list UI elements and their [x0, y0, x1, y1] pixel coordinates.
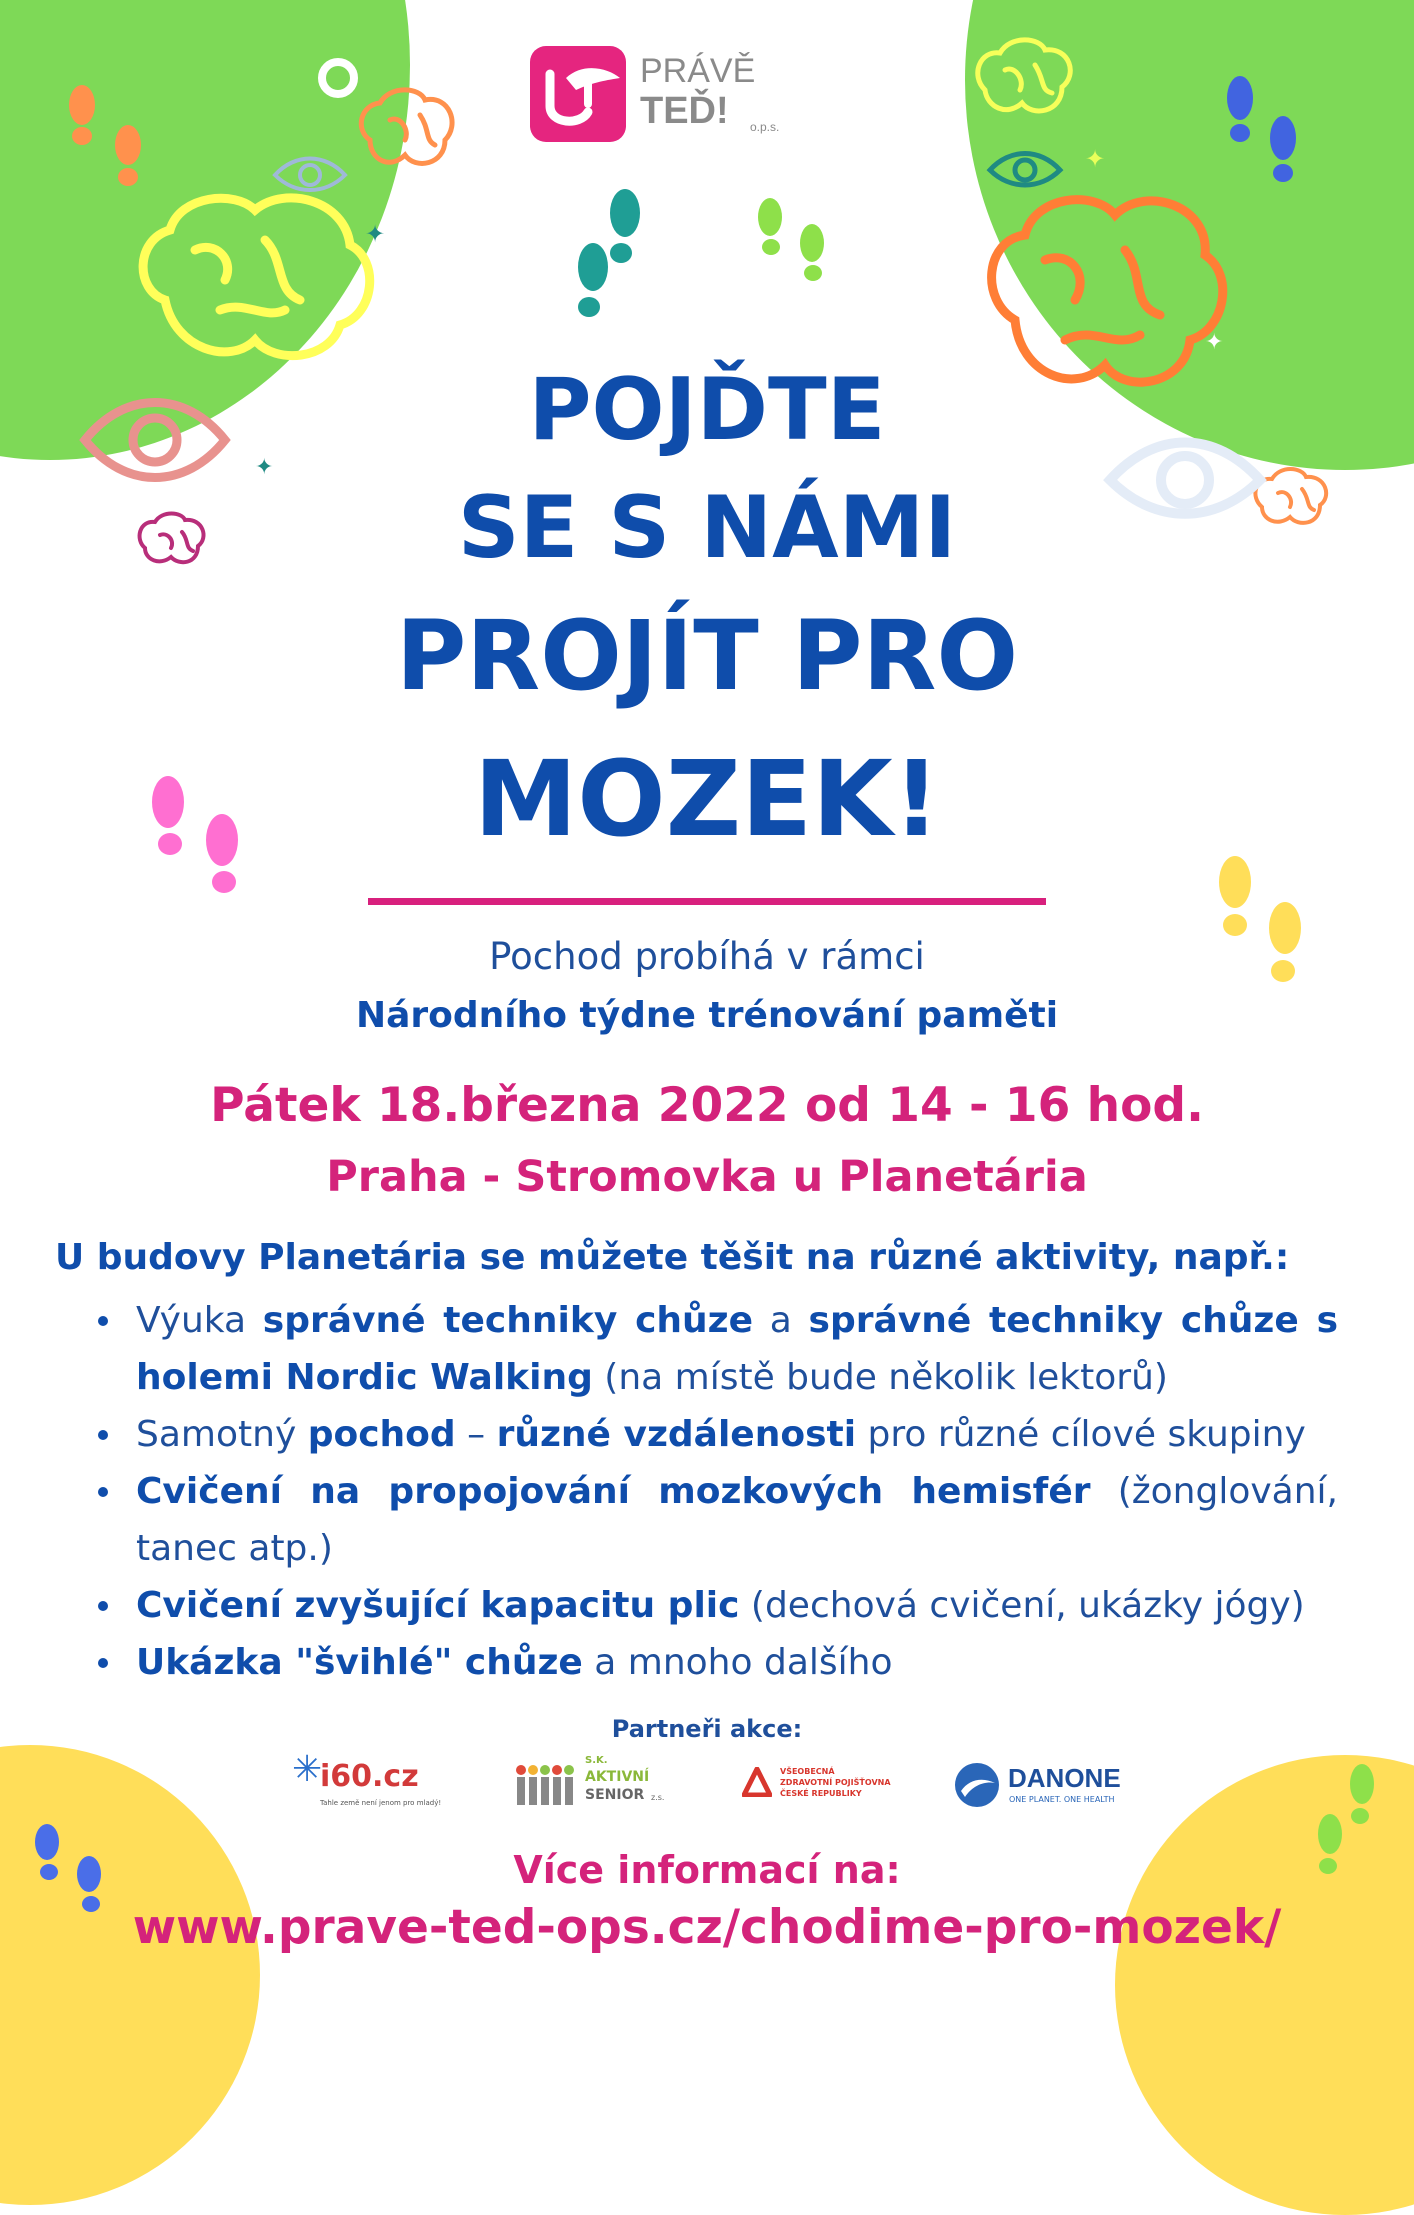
brain-icon [125, 180, 385, 380]
eye-icon [270, 145, 350, 200]
list-item: Cvičení zvyšující kapacitu plic (dechová cvičení, ukázky jógy) [98, 1577, 1338, 1634]
sparkle-icon: ✦ [1205, 330, 1224, 355]
headline-line-3: PROJÍT PRO [395, 600, 1019, 712]
partner-logo-i60 [292, 1749, 442, 1813]
partner-danone-tagline: ONE PLANET. ONE HEALTH [1009, 1795, 1115, 1804]
prave-ted-logo [528, 44, 818, 148]
sparkle-icon: ✦ [365, 220, 386, 248]
footprints-icon [1215, 70, 1310, 200]
list-item: Výuka správné techniky chůze a správné techniky chůze s holemi Nordic Walking (na místě bude několik lektorů) [98, 1292, 1338, 1406]
list-item: Cvičení na propojování mozkových hemisfér (žonglování, tanec atp.) [98, 1463, 1338, 1577]
activities-heading: U budovy Planetária se můžete těšit na různé aktivity, např.: [55, 1237, 1290, 1278]
partner-sk-prefix: S.K. [585, 1755, 608, 1766]
partner-sk-suffix: z.s. [651, 1793, 665, 1802]
event-place: Praha - Stromovka u Planetária [326, 1152, 1088, 1202]
brain-icon [970, 35, 1080, 125]
partner-logo-vzp [742, 1755, 891, 1813]
bullet-icon [98, 1601, 108, 1611]
partner-logo-danone [953, 1755, 1121, 1813]
partner-aktivni: AKTIVNÍ [585, 1769, 650, 1785]
logo-text-ted: TEĎ! [640, 90, 729, 132]
sparkle-icon: ✦ [1085, 145, 1106, 173]
intro-line-1: Pochod probíhá v rámci [489, 935, 925, 978]
more-info-label: Více informací na: [513, 1848, 901, 1892]
headline-line-4: MOZEK! [473, 738, 941, 860]
headline-line-1: POJĎTE [528, 360, 886, 460]
partner-i60-tagline: Tahle země není jenom pro mladý! [320, 1799, 442, 1807]
bullet-icon [98, 1487, 108, 1497]
asterisk-icon: ✳ [292, 1749, 323, 1790]
intro-line-2: Národního týdne trénování paměti [355, 995, 1059, 1036]
bullet-icon [98, 1430, 108, 1440]
partner-danone-name: DANONE [1008, 1763, 1121, 1793]
footprints-icon [1205, 850, 1315, 1010]
eye-icon [985, 140, 1065, 195]
partners-title: Partneři akce: [611, 1715, 803, 1743]
bullet-icon [98, 1658, 108, 1668]
partner-vzp-line3: ČESKÉ REPUBLIKY [780, 1789, 862, 1798]
footprints-icon [745, 195, 840, 300]
vzp-icon [742, 1767, 772, 1797]
brain-icon [355, 85, 460, 180]
partner-senior: SENIOR [585, 1787, 645, 1803]
partner-vzp-line2: ZDRAVOTNÍ POJIŠŤOVNA [780, 1778, 891, 1787]
headline-divider [368, 898, 1046, 905]
logo-text-prave: PRÁVĚ [640, 52, 756, 90]
prave-ted-logo-mark [528, 44, 628, 144]
ring-icon [318, 58, 358, 98]
list-item: Ukázka "švihlé" chůze a mnoho dalšího [98, 1634, 1338, 1691]
event-date: Pátek 18.března 2022 od 14 - 16 hod. [210, 1078, 1204, 1133]
footprints-icon [60, 80, 155, 200]
footprints-icon [555, 185, 655, 335]
logo-text-ops: o.p.s. [750, 120, 780, 134]
headline-line-2: SE S NÁMI [457, 478, 957, 578]
website-link[interactable]: www.prave-ted-ops.cz/chodime-pro-mozek/ [132, 1900, 1282, 1955]
seniors-icon [515, 1763, 581, 1807]
partner-i60-name: i60.cz [320, 1759, 419, 1794]
partner-vzp-line1: VŠEOBECNÁ [780, 1767, 835, 1776]
list-item: Samotný pochod – různé vzdálenosti pro různé cílové skupiny [98, 1406, 1338, 1463]
activities-list [98, 1292, 1338, 1691]
bullet-icon [98, 1316, 108, 1326]
danone-globe-icon [953, 1761, 1001, 1809]
partner-logo-aktivni-senior [515, 1755, 675, 1813]
yellow-blob-bottom-left [0, 1745, 260, 2205]
sparkle-icon: ✦ [255, 455, 274, 480]
